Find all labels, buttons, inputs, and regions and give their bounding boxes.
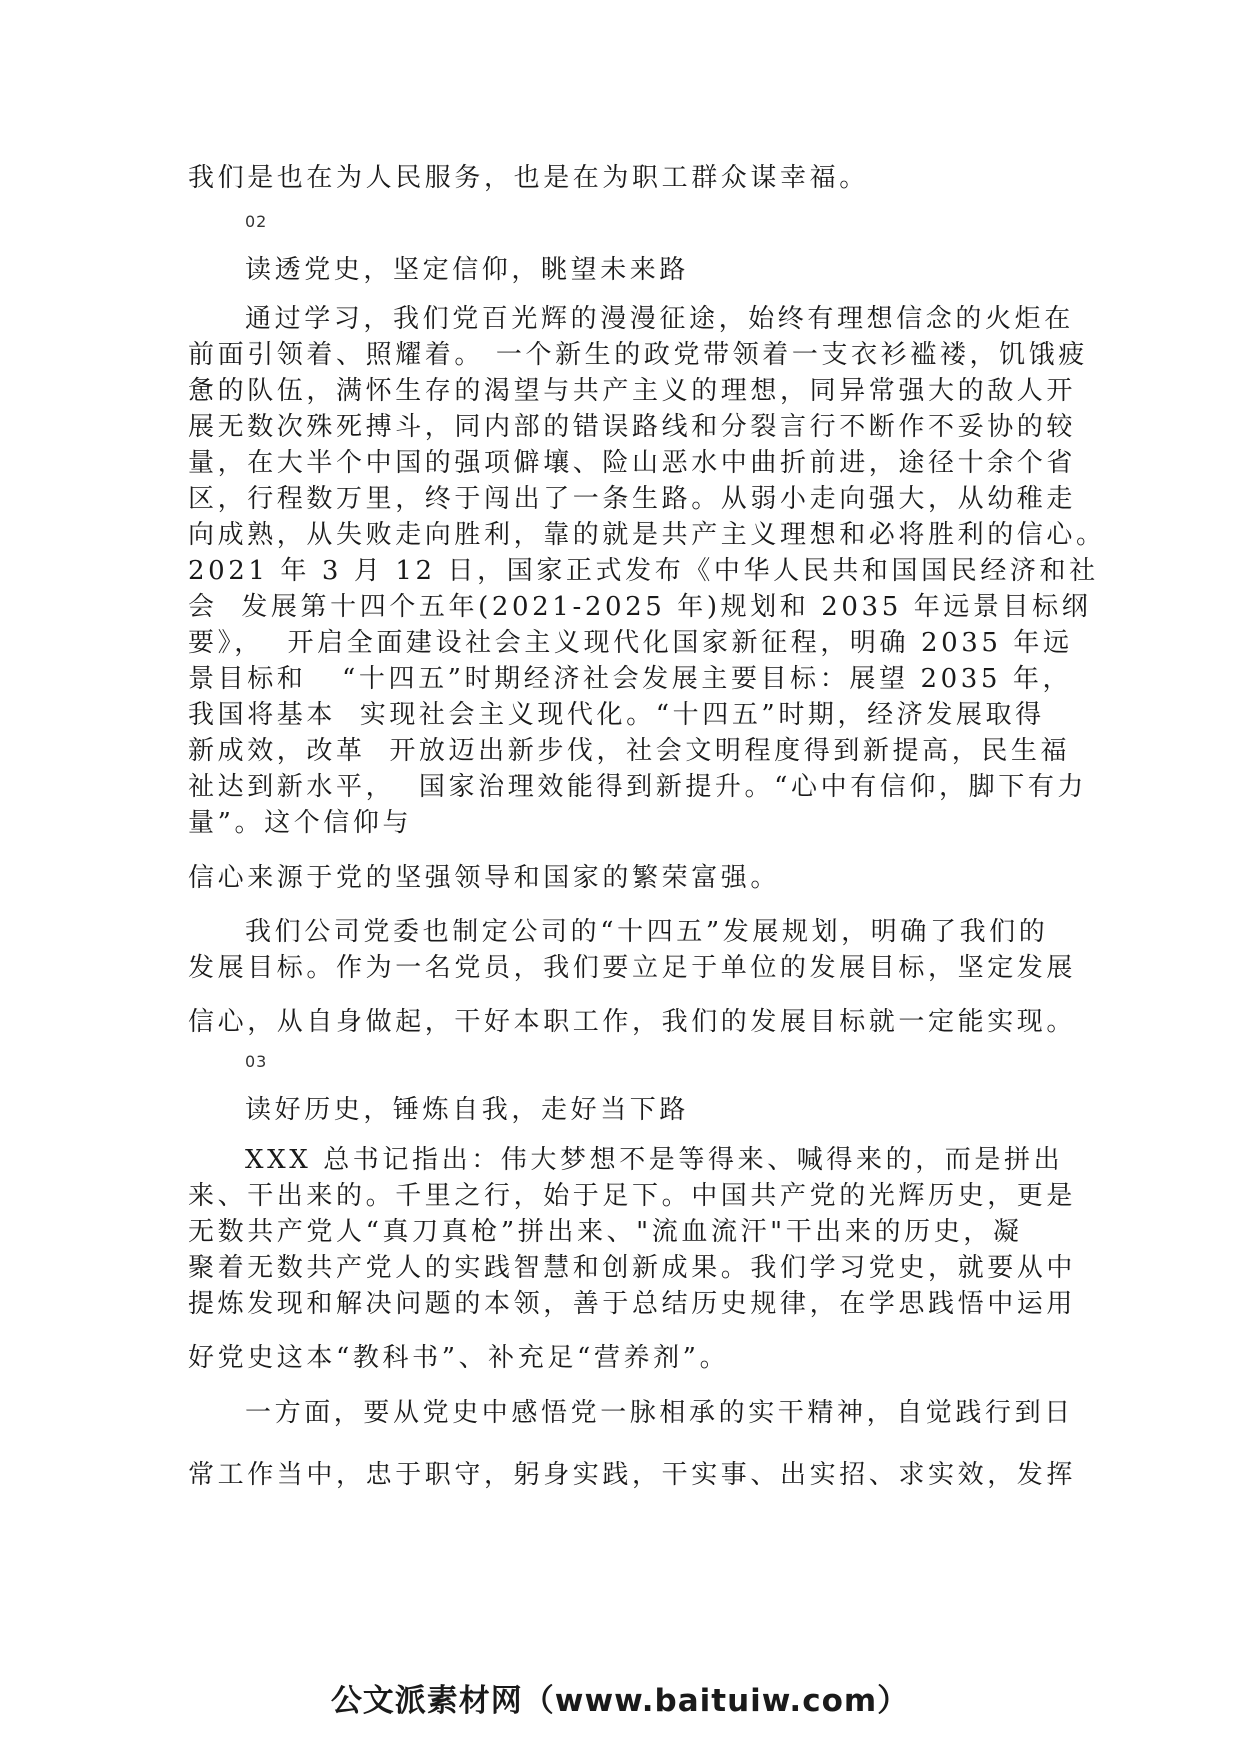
- paragraph-line: 无数共产党人“真刀真枪”拼出来、"流血流汗"干出来的历史，凝: [188, 1217, 1023, 1247]
- paragraph-line: XXX 总书记指出：伟大梦想不是等得来、喊得来的，而是拼出: [245, 1145, 1064, 1175]
- paragraph-line: 提炼发现和解决问题的本领，善于总结历史规律，在学思践悟中运用: [188, 1289, 1077, 1319]
- paragraph-line: 景目标和 “十四五”时期经济社会发展主要目标：展望 2035 年，: [188, 664, 1073, 694]
- section-heading-03: 读好历史，锤炼自我，走好当下路: [245, 1095, 690, 1125]
- paragraph-line: 我们是也在为人民服务，也是在为职工群众谋幸福。: [188, 163, 869, 193]
- paragraph-line: 量”。这个信仰与: [188, 808, 413, 838]
- paragraph-line: 信心来源于党的坚强领导和国家的繁荣富强。: [188, 863, 781, 893]
- section-heading-02: 读透党史，坚定信仰，眺望未来路: [245, 255, 690, 285]
- paragraph-line: 区，行程数万里，终于闯出了一条生路。从弱小走向强大，从幼稚走: [188, 484, 1077, 514]
- paragraph-line: 前面引领着、照耀着。 一个新生的政党带领着一支衣衫褴褛，饥饿疲: [188, 340, 1088, 370]
- paragraph-line: 惫的队伍，满怀生存的渴望与共产主义的理想，同异常强大的敌人开: [188, 376, 1077, 406]
- paragraph-line: 祉达到新水平， 国家治理效能得到新提升。“心中有信仰，脚下有力: [188, 772, 1088, 802]
- paragraph-line: 2021 年 3 月 12 日，国家正式发布《中华人民共和国国民经济和社: [188, 556, 1099, 586]
- paragraph-line: 来、干出来的。千里之行，始于足下。中国共产党的光辉历史，更是: [188, 1181, 1077, 1211]
- paragraph-line: 常工作当中，忠于职守，躬身实践，干实事、出实招、求实效，发挥: [188, 1460, 1077, 1490]
- paragraph-line: 我们公司党委也制定公司的“十四五”发展规划，明确了我们的: [245, 917, 1049, 947]
- paragraph-line: 聚着无数共产党人的实践智慧和创新成果。我们学习党史，就要从中: [188, 1253, 1077, 1283]
- paragraph-line: 量，在大半个中国的强项僻壤、险山恶水中曲折前进，途径十余个省: [188, 448, 1077, 478]
- paragraph-line: 信心，从自身做起，干好本职工作，我们的发展目标就一定能实现。: [188, 1007, 1077, 1037]
- paragraph-line: 展无数次殊死搏斗，同内部的错误路线和分裂言行不断作不妥协的较: [188, 412, 1077, 442]
- paragraph-line: 一方面，要从党史中感悟党一脉相承的实干精神，自觉践行到日: [245, 1398, 1074, 1428]
- paragraph-line: 新成效，改革 开放迈出新步伐，社会文明程度得到新提高，民生福: [188, 736, 1071, 766]
- footer-watermark: 公文派素材网（www.baituiw.com）: [330, 1683, 910, 1719]
- paragraph-line: 发展目标。作为一名党员，我们要立足于单位的发展目标，坚定发展: [188, 953, 1077, 983]
- section-number-02: 02: [245, 212, 268, 231]
- paragraph-line: 要》， 开启全面建设社会主义现代化国家新征程，明确 2035 年远: [188, 628, 1073, 658]
- paragraph-line: 我国将基本 实现社会主义现代化。“十四五”时期，经济发展取得: [188, 700, 1045, 730]
- paragraph-line: 好党史这本“教科书”、补充足“营养剂”。: [188, 1343, 730, 1373]
- section-number-03: 03: [245, 1052, 268, 1071]
- paragraph-line: 向成熟，从失败走向胜利，靠的就是共产主义理想和必将胜利的信心。: [188, 520, 1106, 550]
- paragraph-line: 会 发展第十四个五年(2021-2025 年)规划和 2035 年远景目标纲: [188, 592, 1092, 622]
- paragraph-line: 通过学习，我们党百光辉的漫漫征途，始终有理想信念的火炬在: [245, 304, 1074, 334]
